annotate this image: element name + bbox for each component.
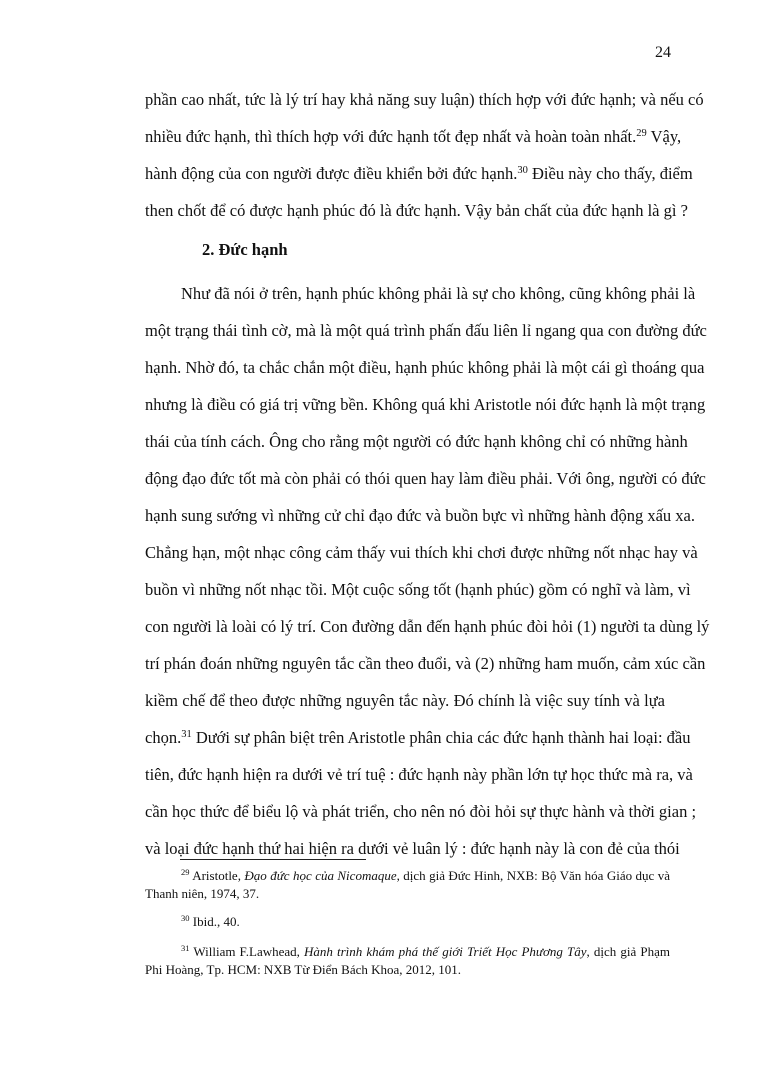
text-line: tiên, đức hạnh hiện ra dưới vẻ trí tuệ : đức hạnh này phần lớn tự học thức mà ra, và [145, 765, 693, 784]
text-line: con người là loài có lý trí. Con đường dẫn đến hạnh phúc đòi hỏi (1) người ta dùng lý [145, 617, 710, 636]
text-line: một trạng thái tình cờ, mà là một quá trình phấn đấu liên lỉ ngang qua con đường đức [145, 321, 707, 340]
footnote-divider [180, 859, 366, 860]
footnote-ref: 31 [181, 729, 192, 740]
footnote-line: Thanh niên, 1974, 37. [145, 886, 260, 901]
text-line: cần học thức để biểu lộ và phát triển, cho nên nó đòi hỏi sự thực hành và thời gian ; [145, 802, 697, 821]
footnote-ref: 30 [517, 165, 528, 176]
text-line: phần cao nhất, tức là lý trí hay khả năng suy luận) thích hợp với đức hạnh; và nếu có [145, 90, 704, 109]
text-line: động đạo đức tốt mà còn phải có thói quen hay làm điều phải. Với ông, người có đức [145, 469, 706, 488]
text-line: hành động của con người được điều khiển bởi đức hạnh.$^{30}$ Điều này cho thấy, điểm [145, 164, 693, 183]
text-line: thái của tính cách. Ông cho rằng một người có đức hạnh không chỉ có những hành [145, 432, 688, 451]
text-line: chọn.$^{31}$ Dưới sự phân biệt trên Aristotle phân chia các đức hạnh thành hai loại: đầu [145, 728, 691, 747]
footnote-title: Đạo đức học của Nicomaque [244, 868, 397, 883]
text-line: Chẳng hạn, một nhạc công cảm thấy vui thích khi chơi được những nốt nhạc hay và [145, 543, 698, 562]
text-line: nhiều đức hạnh, thì thích hợp với đức hạnh tốt đẹp nhất và hoàn toàn nhất.$^{29}$ Vậy, [145, 127, 682, 146]
text-line: Như đã nói ở trên, hạnh phúc không phải là sự cho không, cũng không phải là [181, 284, 696, 303]
footnote-line: $^{29}$ Aristotle, Đạo đức học của Nicomaque, dịch giả Đức Hinh, NXB: Bộ Văn hóa Giáo dục và [181, 867, 671, 883]
section-heading: 2. Đức hạnh [202, 240, 288, 259]
text-line: trí phán đoán những nguyên tắc cần theo đuổi, và (2) những ham muốn, cảm xúc cần [145, 654, 706, 673]
text-line: hạnh sung sướng vì những cử chỉ đạo đức và buồn bực vì những hành động xấu xa. [145, 506, 695, 525]
footnote-number: 29 [181, 867, 190, 877]
footnote-line: $^{31}$ William F.Lawhead, Hành trình khám phá thế giới Triết Học Phương Tây, dịch giả Phạm [181, 943, 670, 959]
text-line: kiềm chế để theo được những nguyên tắc này. Đó chính là việc suy tính và lựa [145, 691, 665, 710]
footnote-line: $^{30}$ Ibid., 40. [181, 913, 240, 929]
footnote-line: Phi Hoàng, Tp. HCM: NXB Từ Điển Bách Khoa, 2012, 101. [145, 962, 462, 977]
text-line: buồn vì những nốt nhạc tồi. Một cuộc sống tốt (hạnh phúc) gồm có nghĩ và làm, vì [145, 580, 691, 599]
text-line: nhưng là điều có giá trị vững bền. Không quá khi Aristotle nói đức hạnh là một trạng [145, 395, 706, 414]
text-line: then chốt để có được hạnh phúc đó là đức hạnh. Vậy bản chất của đức hạnh là gì ? [145, 201, 688, 220]
text-line: hạnh. Nhờ đó, ta chắc chắn một điều, hạnh phúc không phải là một cái gì thoáng qua [145, 358, 705, 377]
page-number: 24 [655, 44, 671, 61]
footnote-number: 31 [181, 943, 190, 953]
text-line: và loại đức hạnh thứ hai hiện ra dưới vẻ luân lý : đức hạnh này là con đẻ của thói [145, 839, 680, 858]
footnote-number: 30 [181, 913, 190, 923]
footnote-title: Hành trình khám phá thế giới Triết Học Phương Tây [304, 944, 587, 959]
footnote-ref: 29 [636, 128, 647, 139]
